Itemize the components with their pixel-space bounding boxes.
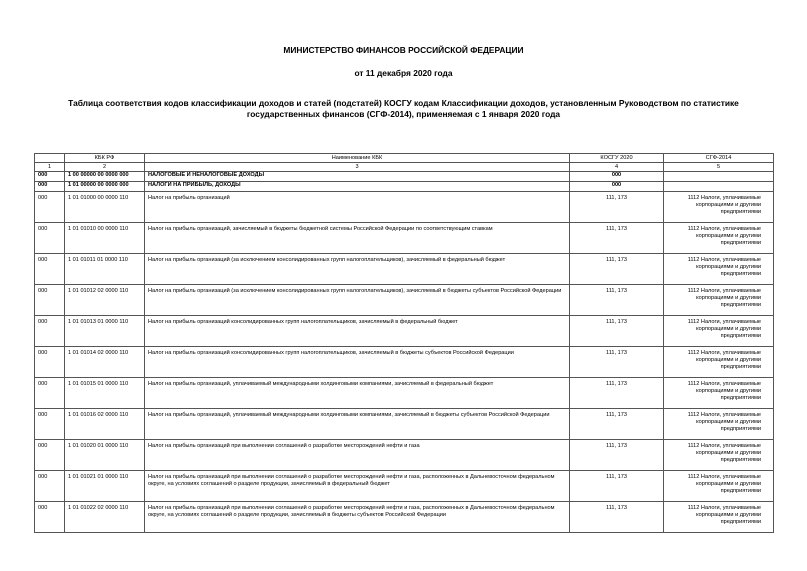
kbk-code-cell: 1 01 01014 02 0000 110 bbox=[65, 347, 145, 378]
kbk-name-cell: НАЛОГИ НА ПРИБЫЛЬ, ДОХОДЫ bbox=[145, 182, 570, 192]
kbk-name-cell: Налог на прибыль организаций, уплачиваемый международными холдинговыми компаниями, зачисляемый в бюджеты субъектов Российской Федерации bbox=[145, 409, 570, 440]
kosgu-cell: 000 bbox=[570, 182, 664, 192]
sgf-cell: 1112 Налоги, уплачиваемые корпорациями и другими предприятиями bbox=[664, 254, 774, 285]
agency-code-cell: 000 bbox=[35, 347, 65, 378]
kosgu-cell: 111, 173 bbox=[570, 378, 664, 409]
agency-code-cell: 000 bbox=[35, 502, 65, 533]
agency-code-cell: 000 bbox=[35, 409, 65, 440]
column-header-kbk: КБК РФ bbox=[65, 154, 145, 163]
agency-code-cell: 000 bbox=[35, 182, 65, 192]
kosgu-cell: 111, 173 bbox=[570, 223, 664, 254]
agency-code-cell: 000 bbox=[35, 192, 65, 223]
sgf-cell: 1112 Налоги, уплачиваемые корпорациями и другими предприятиями bbox=[664, 192, 774, 223]
kosgu-cell: 111, 173 bbox=[570, 316, 664, 347]
sgf-cell: 1112 Налоги, уплачиваемые корпорациями и другими предприятиями bbox=[664, 285, 774, 316]
sgf-cell bbox=[664, 172, 774, 182]
sgf-cell: 1112 Налоги, уплачиваемые корпорациями и другими предприятиями bbox=[664, 471, 774, 502]
kbk-name-cell: Налог на прибыль организаций при выполнении соглашений о разработке месторождений нефти и газа bbox=[145, 440, 570, 471]
agency-code-cell: 000 bbox=[35, 172, 65, 182]
table-row bbox=[35, 347, 774, 378]
kosgu-cell: 111, 173 bbox=[570, 440, 664, 471]
kosgu-cell: 111, 173 bbox=[570, 471, 664, 502]
column-number: 5 bbox=[664, 163, 774, 172]
agency-code-cell: 000 bbox=[35, 471, 65, 502]
column-number: 1 bbox=[35, 163, 65, 172]
kosgu-cell: 111, 173 bbox=[570, 502, 664, 533]
sgf-cell: 1112 Налоги, уплачиваемые корпорациями и другими предприятиями bbox=[664, 409, 774, 440]
kbk-name-cell: Налог на прибыль организаций, уплачиваемый международными холдинговыми компаниями, зачисляемый в федеральный бюджет bbox=[145, 378, 570, 409]
column-number: 2 bbox=[65, 163, 145, 172]
kbk-name-cell: Налог на прибыль организаций консолидированных групп налогоплательщиков, зачисляемый в федеральный бюджет bbox=[145, 316, 570, 347]
kbk-code-cell: 1 01 01013 01 0000 110 bbox=[65, 316, 145, 347]
column-header-row bbox=[35, 154, 774, 163]
kosgu-cell: 000 bbox=[570, 172, 664, 182]
column-header-kosgu: КОСГУ 2020 bbox=[570, 154, 664, 163]
column-number-row bbox=[35, 163, 774, 172]
document-date: от 11 декабря 2020 года bbox=[354, 68, 453, 78]
kbk-name-cell: НАЛОГОВЫЕ И НЕНАЛОГОВЫЕ ДОХОДЫ bbox=[145, 172, 570, 182]
sgf-cell: 1112 Налоги, уплачиваемые корпорациями и другими предприятиями bbox=[664, 440, 774, 471]
kbk-name-cell: Налог на прибыль организаций при выполнении соглашений о разработке месторождений нефти и газа, расположенных в Дальневосточном федеральном округе, на условиях соглашений о разделе продукции, зачисляемый в бюджеты субъектов Российской Федерации bbox=[145, 502, 570, 533]
column-number: 3 bbox=[145, 163, 570, 172]
table-body bbox=[35, 172, 774, 533]
kbk-code-cell: 1 01 01016 02 0000 110 bbox=[65, 409, 145, 440]
agency-code-cell: 000 bbox=[35, 378, 65, 409]
sgf-cell bbox=[664, 182, 774, 192]
column-number: 4 bbox=[570, 163, 664, 172]
table-row bbox=[35, 254, 774, 285]
agency-code-cell: 000 bbox=[35, 254, 65, 285]
kbk-code-cell: 1 01 01000 00 0000 110 bbox=[65, 192, 145, 223]
table-row bbox=[35, 316, 774, 347]
kbk-code-cell: 1 01 01020 01 0000 110 bbox=[65, 440, 145, 471]
sgf-cell: 1112 Налоги, уплачиваемые корпорациями и другими предприятиями bbox=[664, 223, 774, 254]
document-title: Таблица соответствия кодов классификации доходов и статей (подстатей) КОСГУ кодам Классификации доходов, установленным Руководством по статистике государственных финансов (СГФ-2014), применяемая с 1 января 2020 года bbox=[68, 98, 739, 119]
agency-code-cell: 000 bbox=[35, 223, 65, 254]
table-row bbox=[35, 223, 774, 254]
kbk-name-cell: Налог на прибыль организаций (за исключением консолидированных групп налогоплательщиков), зачисляемый в бюджеты субъектов Российской Федерации bbox=[145, 285, 570, 316]
kbk-code-cell: 1 01 01021 01 0000 110 bbox=[65, 471, 145, 502]
kosgu-cell: 111, 173 bbox=[570, 347, 664, 378]
column-header-code bbox=[35, 154, 65, 163]
ministry-heading: МИНИСТЕРСТВО ФИНАНСОВ РОССИЙСКОЙ ФЕДЕРАЦИИ bbox=[283, 45, 524, 55]
agency-code-cell: 000 bbox=[35, 285, 65, 316]
sgf-cell: 1112 Налоги, уплачиваемые корпорациями и другими предприятиями bbox=[664, 347, 774, 378]
kbk-name-cell: Налог на прибыль организаций, зачисляемый в бюджеты бюджетной системы Российской Федерации по соответствующим ставкам bbox=[145, 223, 570, 254]
kbk-code-cell: 1 01 01012 02 0000 110 bbox=[65, 285, 145, 316]
kbk-name-cell: Налог на прибыль организаций bbox=[145, 192, 570, 223]
correspondence-table bbox=[34, 153, 774, 533]
kbk-name-cell: Налог на прибыль организаций (за исключением консолидированных групп налогоплательщиков), зачисляемый в федеральный бюджет bbox=[145, 254, 570, 285]
sgf-cell: 1112 Налоги, уплачиваемые корпорациями и другими предприятиями bbox=[664, 378, 774, 409]
column-header-sgf: СГФ-2014 bbox=[664, 154, 774, 163]
kosgu-cell: 111, 173 bbox=[570, 192, 664, 223]
kbk-code-cell: 1 01 01022 02 0000 110 bbox=[65, 502, 145, 533]
table-row bbox=[35, 471, 774, 502]
kbk-code-cell: 1 00 00000 00 0000 000 bbox=[65, 172, 145, 182]
table-row bbox=[35, 502, 774, 533]
sgf-cell: 1112 Налоги, уплачиваемые корпорациями и другими предприятиями bbox=[664, 316, 774, 347]
table-row bbox=[35, 172, 774, 182]
kosgu-cell: 111, 173 bbox=[570, 285, 664, 316]
kbk-code-cell: 1 01 01010 00 0000 110 bbox=[65, 223, 145, 254]
table-header bbox=[35, 154, 774, 172]
table-row bbox=[35, 182, 774, 192]
kbk-code-cell: 1 01 00000 00 0000 000 bbox=[65, 182, 145, 192]
table-row bbox=[35, 440, 774, 471]
column-header-name: Наименование КБК bbox=[145, 154, 570, 163]
table-row bbox=[35, 409, 774, 440]
kbk-code-cell: 1 01 01015 01 0000 110 bbox=[65, 378, 145, 409]
table-row bbox=[35, 378, 774, 409]
kosgu-cell: 111, 173 bbox=[570, 254, 664, 285]
kosgu-cell: 111, 173 bbox=[570, 409, 664, 440]
table-row bbox=[35, 285, 774, 316]
sgf-cell: 1112 Налоги, уплачиваемые корпорациями и другими предприятиями bbox=[664, 502, 774, 533]
kbk-name-cell: Налог на прибыль организаций при выполнении соглашений о разработке месторождений нефти и газа, расположенных в Дальневосточном федеральном округе, на условиях соглашений о разделе продукции, зачисляемый в федеральный бюджет bbox=[145, 471, 570, 502]
table-row bbox=[35, 192, 774, 223]
kbk-code-cell: 1 01 01011 01 0000 110 bbox=[65, 254, 145, 285]
agency-code-cell: 000 bbox=[35, 440, 65, 471]
kbk-name-cell: Налог на прибыль организаций консолидированных групп налогоплательщиков, зачисляемый в бюджеты субъектов Российской Федерации bbox=[145, 347, 570, 378]
agency-code-cell: 000 bbox=[35, 316, 65, 347]
